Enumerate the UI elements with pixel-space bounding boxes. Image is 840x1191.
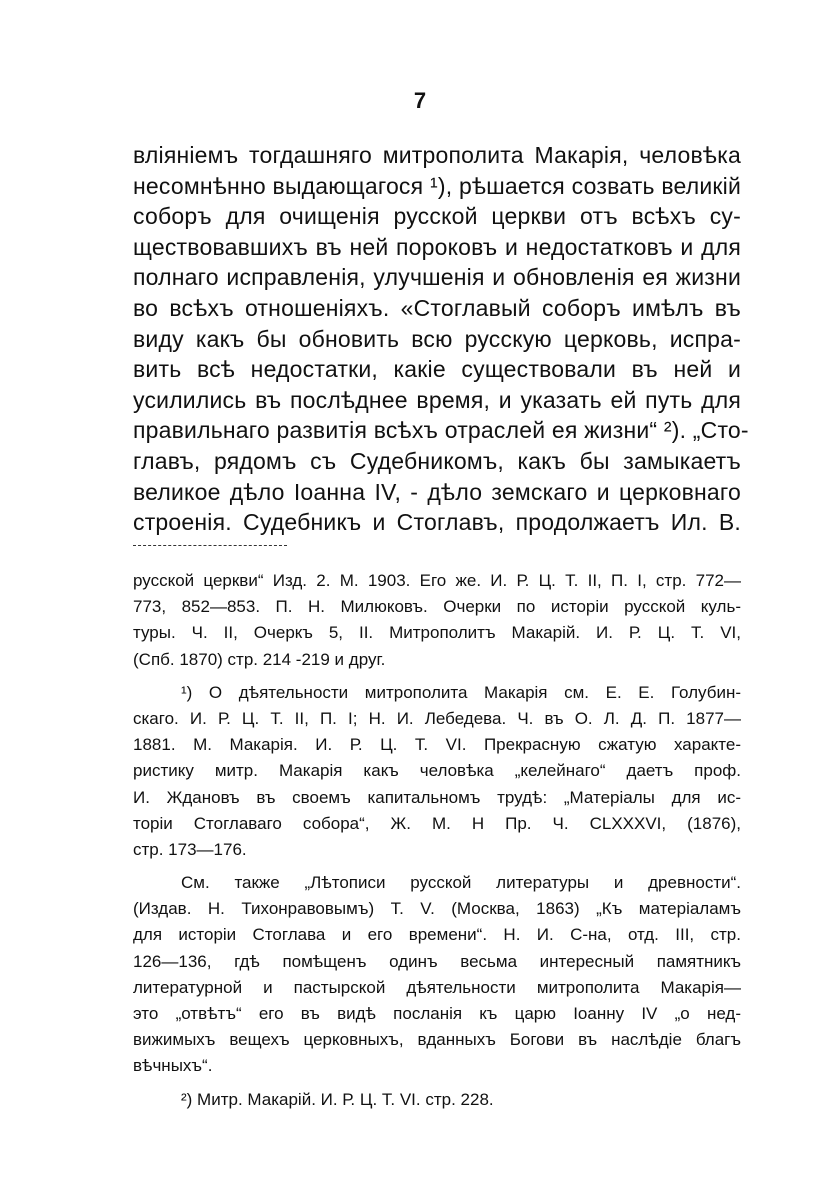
- main-line: вить всѣ недостатки, какіе существовали въ ней и: [133, 356, 741, 383]
- footnote-line: 1881. М. Макарія. И. Р. Ц. Т. VI. Прекрасную сжатую характе-: [133, 735, 741, 755]
- footnote-separator: [133, 545, 287, 546]
- footnote-line: ристику митр. Макарія какъ человѣка „келейнаго“ даетъ проф.: [133, 761, 741, 781]
- footnote-line: вѣчныхъ“.: [133, 1056, 213, 1076]
- footnotes: [133, 568, 741, 1113]
- footnote-line: (Издав. Н. Тихонравовымъ) Т. V. (Москва, 1863) „Къ матеріаламъ: [133, 899, 741, 919]
- footnote-line: ¹) О дѣятельности митрополита Макарія см. Е. Е. Голубин-: [181, 682, 741, 702]
- main-line: соборъ для очищенія русской церкви отъ всѣхъ су-: [133, 203, 741, 230]
- footnote-line: стр. 173—176.: [133, 839, 247, 859]
- main-line: главъ, рядомъ съ Судебникомъ, какъ бы замыкаетъ: [133, 447, 741, 474]
- main-line: правильнаго развитія всѣхъ отраслей ея жизни“ ²). „Сто-: [133, 417, 749, 444]
- main-line: строенія. Судебникъ и Стоглавъ, продолжаетъ Ил. В.: [133, 509, 741, 536]
- main-line: во всѣхъ отношеніяхъ. «Стоглавый соборъ имѣлъ въ: [133, 294, 741, 321]
- footnote-line: ²) Митр. Макарій. И. Р. Ц. Т. VI. стр. 228.: [181, 1089, 494, 1109]
- main-line: великое дѣло Іоанна IV, - дѣло земскаго и церковнаго: [133, 478, 741, 505]
- main-line: вліяніемъ тогдашняго митрополита Макарія, человѣка: [133, 142, 741, 168]
- footnote-line: 126—136, гдѣ помѣщенъ одинъ весьма интересный памятникъ: [133, 951, 741, 971]
- footnote-line: вижимыхъ вещехъ церковныхъ, вданныхъ Богови въ наслѣдіе благъ: [133, 1030, 741, 1050]
- footnote-line: И. Ждановъ въ своемъ капитальномъ трудѣ: „Матеріалы для ис-: [133, 787, 741, 807]
- footnote-line: скаго. И. Р. Ц. Т. II, П. I; Н. И. Лебедева. Ч. въ О. Л. Д. П. 1877—: [133, 708, 741, 728]
- footnote-line: См. также „Лѣтописи русской литературы и древности“.: [181, 873, 741, 893]
- footnote-line: туры. Ч. II, Очеркъ 5, II. Митрополитъ Макарій. И. Р. Ц. Т. VI,: [133, 623, 741, 643]
- footnote-line: это „отвѣтъ“ его въ видѣ посланія къ царю Іоанну IV „о нед-: [133, 1004, 741, 1023]
- main-line: ществовавшихъ въ ней пороковъ и недостатковъ и для: [133, 233, 741, 260]
- footnote-line: торіи Стоглаваго собора“, Ж. М. Н Пр. Ч. CLXXXVI, (1876),: [133, 813, 741, 833]
- main-text: [133, 140, 749, 538]
- main-line: несомнѣнно выдающагося ¹), рѣшается созвать великій: [133, 172, 741, 199]
- footnote-line: литературной и пастырской дѣятельности митрополита Макарія—: [133, 977, 741, 997]
- footnote-line: для исторіи Стоглава и его времени“. Н. И. С-на, отд. III, стр.: [133, 925, 741, 945]
- main-line: виду какъ бы обновить всю русскую церковь, испра-: [133, 325, 741, 352]
- main-line: полнаго исправленія, улучшенія и обновленія ея жизни: [133, 264, 741, 291]
- footnote-line: (Спб. 1870) стр. 214 -219 и друг.: [133, 649, 386, 669]
- page-number: 7: [413, 88, 427, 113]
- main-line: усилились въ послѣднее время, и указать ей путь для: [133, 386, 741, 413]
- footnote-line: русской церкви“ Изд. 2. М. 1903. Его же. И. Р. Ц. Т. II, П. I, стр. 772—: [133, 571, 741, 590]
- footnote-line: 773, 852—853. П. Н. Милюковъ. Очерки по исторіи русской куль-: [133, 597, 741, 617]
